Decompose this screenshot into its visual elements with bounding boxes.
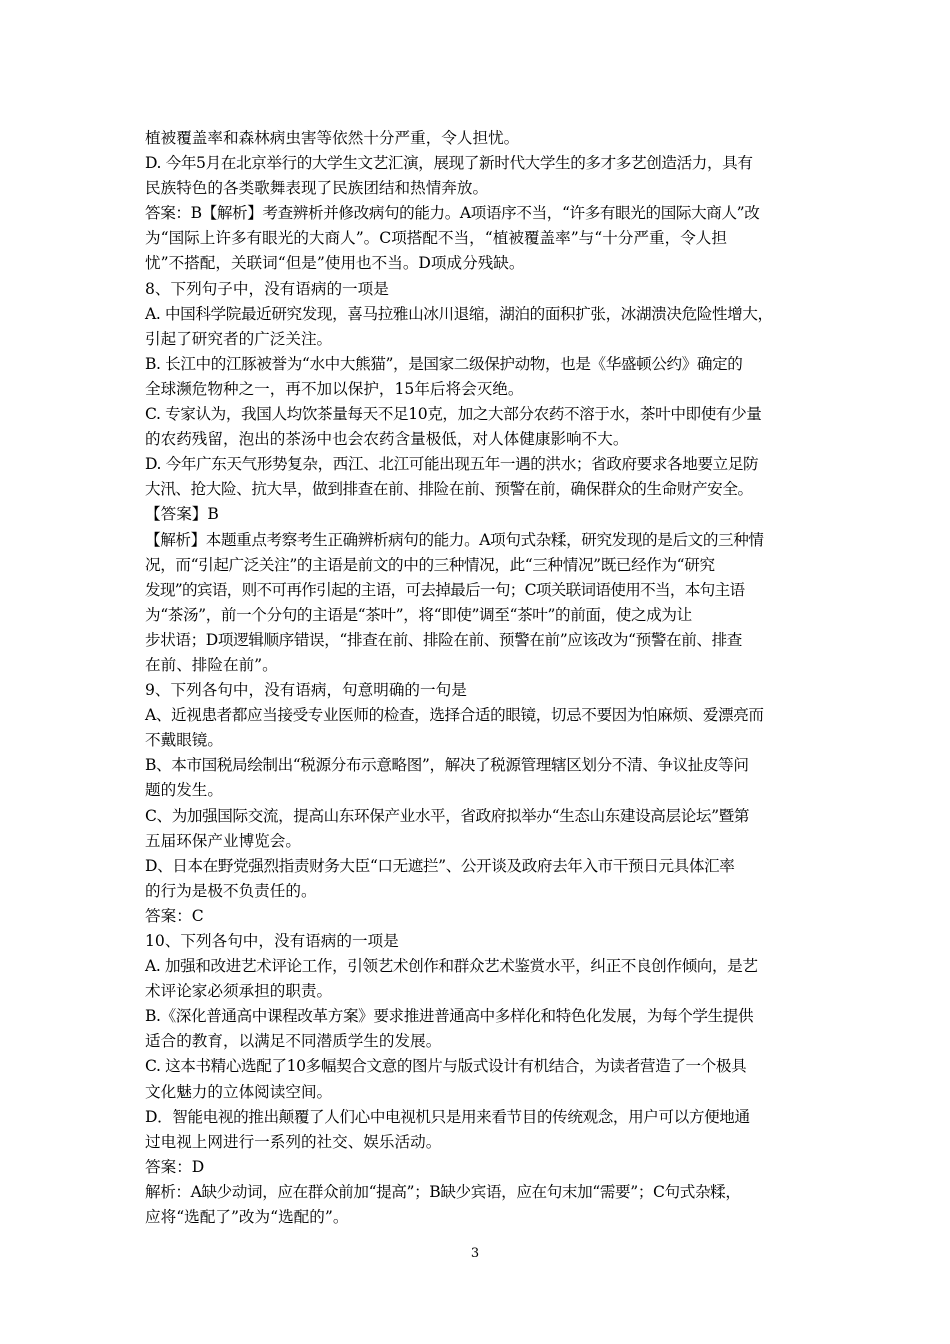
text-line: 的行为是极不负责任的。 [145, 881, 317, 900]
text-line: 【解析】本题重点考察考生正确辨析病句的能力。A项句式杂糅，研究发现的是后文的三种情 [145, 530, 764, 549]
text-line: A. 加强和改进艺术评论工作，引领艺术创作和群众艺术鉴赏水平，纠正不良创作倾向，是艺 [145, 957, 758, 976]
text-line: A、近视患者都应当接受专业医师的检查，选择合适的眼镜，切忌不要因为怕麻烦、爱漂亮而 [145, 706, 764, 725]
text-line: 应将“选配了”改为“选配的”。 [145, 1208, 349, 1227]
text-line: 民族特色的各类歌舞表现了民族团结和热情奔放。 [145, 179, 489, 198]
text-line: C. 这本书精心选配了10多幅契合文意的图片与版式设计有机结合，为读者营造了一个极具 [145, 1057, 747, 1076]
text-line: 解析：A缺少动词，应在群众前加“提高”；B缺少宾语，应在句末加“需要”；C句式杂糅， [145, 1182, 741, 1201]
text-line: 的农药残留，泡出的茶汤中也会农药含量极低，对人体健康影响不大。 [145, 430, 629, 449]
answer-line: 【答案】B [145, 505, 219, 524]
page-body [145, 126, 810, 1230]
text-line: D. 今年广东天气形势复杂，西江、北江可能出现五年一遇的洪水；省政府要求各地要立足防 [145, 455, 759, 474]
text-line: 题的发生。 [145, 781, 223, 800]
text-line: 引起了研究者的广泛关注。 [145, 329, 333, 348]
text-line: C、为加强国际交流，提高山东环保产业水平，省政府拟举办“生态山东建设高层论坛”暨第 [145, 806, 750, 825]
text-line: 大汛、抢大险、抗大旱，做到排查在前、排险在前、预警在前，确保群众的生命财产安全。 [145, 480, 753, 499]
text-line: 为“茶汤”，前一个分句的主语是“茶叶”，将“即使”调至“茶叶”的前面，使之成为让 [145, 605, 692, 624]
text-line: D．智能电视的推出颠覆了人们心中电视机只是用来看节目的传统观念，用户可以方便地通 [145, 1107, 750, 1126]
text-line: D、日本在野党强烈指责财务大臣“口无遮拦”、公开谈及政府去年入市干预日元具体汇率 [145, 856, 735, 875]
answer-line: 答案：D [145, 1157, 205, 1176]
text-line: 适合的教育，以满足不同潜质学生的发展。 [145, 1032, 442, 1051]
question-heading: 8、下列句子中，没有语病的一项是 [145, 279, 389, 298]
text-line: B、本市国税局绘制出“税源分布示意略图”，解决了税源管理辖区划分不清、争议扯皮等问 [145, 756, 749, 775]
text-line: A. 中国科学院最近研究发现，喜马拉雅山冰川退缩，湖泊的面积扩张，冰湖溃决危险性增大， [145, 304, 773, 323]
text-line: 术评论家必须承担的职责。 [145, 982, 333, 1001]
text-line: 况，而“引起广泛关注”的主语是前文的中的三种情况，此“三种情况”既已经作为“研究 [145, 555, 715, 574]
question-heading: 9、下列各句中，没有语病，句意明确的一句是 [145, 681, 467, 700]
text-line: 步状语；D项逻辑顺序错误，“排查在前、排险在前、预警在前”应该改为“预警在前、排查 [145, 630, 742, 649]
text-line: C. 专家认为，我国人均饮茶量每天不足10克，加之大部分农药不溶于水，茶叶中即使有少量 [145, 405, 762, 424]
text-line: D. 今年5月在北京举行的大学生文艺汇演，展现了新时代大学生的多才多艺创造活力，具有 [145, 154, 753, 173]
text-line: 忧”不搭配，关联词“但是”使用也不当。D项成分残缺。 [145, 254, 525, 273]
text-line: 文化魅力的立体阅读空间。 [145, 1082, 333, 1101]
question-heading: 10、下列各句中，没有语病的一项是 [145, 932, 399, 950]
page-number: 3 [470, 1246, 480, 1261]
text-line: 在前、排险在前”。 [145, 655, 278, 674]
text-line: B.《深化普通高中课程改革方案》要求推进普通高中多样化和特色化发展，为每个学生提供 [145, 1007, 754, 1026]
text-line: 为“国际上许多有眼光的大商人”。C项搭配不当，“植被覆盖率”与“十分严重，令人担 [145, 229, 727, 248]
text-line: B. 长江中的江豚被誉为“水中大熊猫”，是国家二级保护动物，也是《华盛顿公约》确定的 [145, 354, 743, 373]
text-line: 过电视上网进行一系列的社交、娱乐活动。 [145, 1132, 442, 1151]
text-line: 植被覆盖率和森林病虫害等依然十分严重，令人担忧。 [145, 129, 520, 147]
answer-line: 答案：C [145, 906, 204, 925]
text-line: 五届环保产业博览会。 [145, 831, 301, 850]
text-line: 发现”的宾语，则不可再作引起的主语，可去掉最后一句；C项关联词语使用不当，本句主语 [145, 580, 745, 599]
text-line: 答案：B【解析】考查辨析并修改病句的能力。A项语序不当，“许多有眼光的国际大商人”改 [145, 204, 760, 223]
text-line: 不戴眼镜。 [145, 731, 223, 750]
text-line: 全球濒危物种之一，再不加以保护，15年后将会灭绝。 [145, 379, 524, 398]
